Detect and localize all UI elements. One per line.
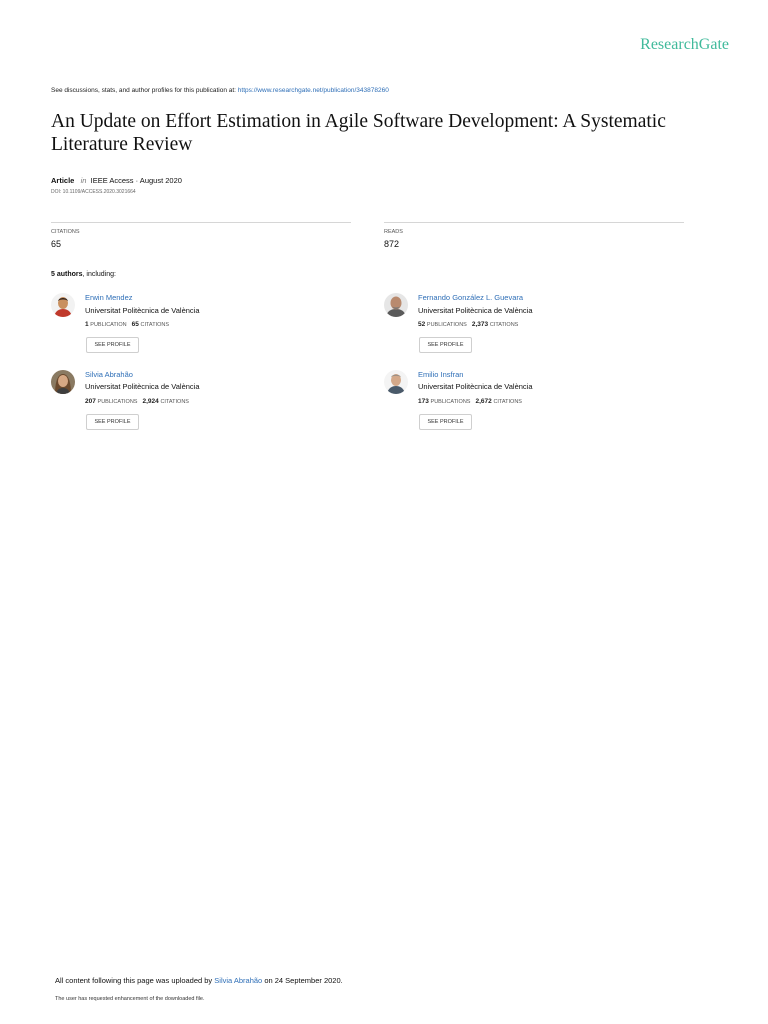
author-counts [418, 321, 518, 328]
see-profile-button-fernando-gonzalez[interactable]: SEE PROFILE [419, 337, 472, 353]
article-type: Article [51, 176, 75, 185]
author-name-fernando-gonzalez[interactable]: Fernando González L. Guevara [418, 293, 524, 302]
author-name-erwin-mendez[interactable]: Erwin Mendez [85, 293, 133, 302]
publications-count: 1 [85, 321, 89, 328]
see-profile-button-emilio-insfran[interactable]: SEE PROFILE [419, 414, 472, 430]
citations-label: CITATIONS [489, 322, 519, 328]
reads-label: READS [384, 229, 403, 235]
author-affiliation: Universitat Politècnica de València [85, 382, 200, 391]
publications-label: PUBLICATIONS [430, 399, 471, 405]
citations-label: CITATIONS [51, 229, 80, 235]
enhancement-note: The user has requested enhancement of the downloaded file. [55, 996, 205, 1002]
uploader-link[interactable]: Silvia Abrahão [214, 976, 263, 985]
author-affiliation: Universitat Politècnica de València [418, 306, 533, 315]
author-name-silvia-abrahao[interactable]: Silvia Abrahão [85, 370, 133, 379]
publication-link[interactable]: https://www.researchgate.net/publication/343878260 [237, 87, 389, 94]
upload-suffix: on 24 September 2020. [262, 976, 343, 985]
in-word: in [80, 176, 87, 185]
citations-label: CITATIONS [493, 399, 522, 405]
citations-value: 65 [51, 239, 62, 249]
publications-count: 52 [418, 321, 426, 328]
author-name-emilio-insfran[interactable]: Emilio Insfran [418, 370, 464, 379]
upload-prefix: All content following this page was uploaded by [55, 976, 215, 985]
citations-count: 2,373 [471, 321, 489, 328]
authors-count: 5 authors [51, 271, 83, 278]
upload-note [55, 976, 343, 985]
publications-label: PUBLICATION [90, 322, 127, 328]
publications-label: PUBLICATIONS [97, 399, 138, 405]
paper-meta [51, 176, 182, 185]
publications-label: PUBLICATIONS [426, 322, 467, 328]
avatar-erwin-mendez[interactable] [51, 293, 75, 317]
publications-count: 173 [418, 398, 429, 405]
discussion-line [51, 87, 389, 94]
reads-value: 872 [384, 239, 400, 249]
venue-date: IEEE Access · August 2020 [90, 176, 182, 185]
avatar-fernando-gonzalez[interactable] [384, 293, 408, 317]
avatar-emilio-insfran[interactable] [384, 370, 408, 394]
divider-citations [51, 222, 351, 223]
avatar-silvia-abrahao[interactable] [51, 370, 75, 394]
citations-count: 2,672 [475, 398, 492, 405]
citations-label: CITATIONS [160, 399, 189, 405]
divider-reads [384, 222, 684, 223]
citations-count: 2,924 [142, 398, 159, 405]
authors-suffix: , including: [82, 271, 116, 278]
citations-label: CITATIONS [140, 322, 170, 328]
author-affiliation: Universitat Politècnica de València [85, 306, 200, 315]
researchgate-logo[interactable]: ResearchGate [640, 36, 729, 53]
publications-count: 207 [85, 398, 96, 405]
author-affiliation: Universitat Politècnica de València [418, 382, 533, 391]
discussion-text: See discussions, stats, and author profiles for this publication at: [51, 87, 238, 94]
citations-count: 65 [131, 321, 139, 328]
see-profile-button-silvia-abrahao[interactable]: SEE PROFILE [86, 414, 139, 430]
author-counts [85, 321, 169, 328]
doi: DOI: 10.1109/ACCESS.2020.3021664 [51, 189, 136, 195]
author-counts [418, 398, 522, 405]
author-counts [85, 398, 189, 405]
see-profile-button-erwin-mendez[interactable]: SEE PROFILE [86, 337, 139, 353]
paper-title: An Update on Effort Estimation in Agile Software Development: A Systematic Literature Review [51, 111, 666, 155]
authors-summary [51, 271, 116, 278]
